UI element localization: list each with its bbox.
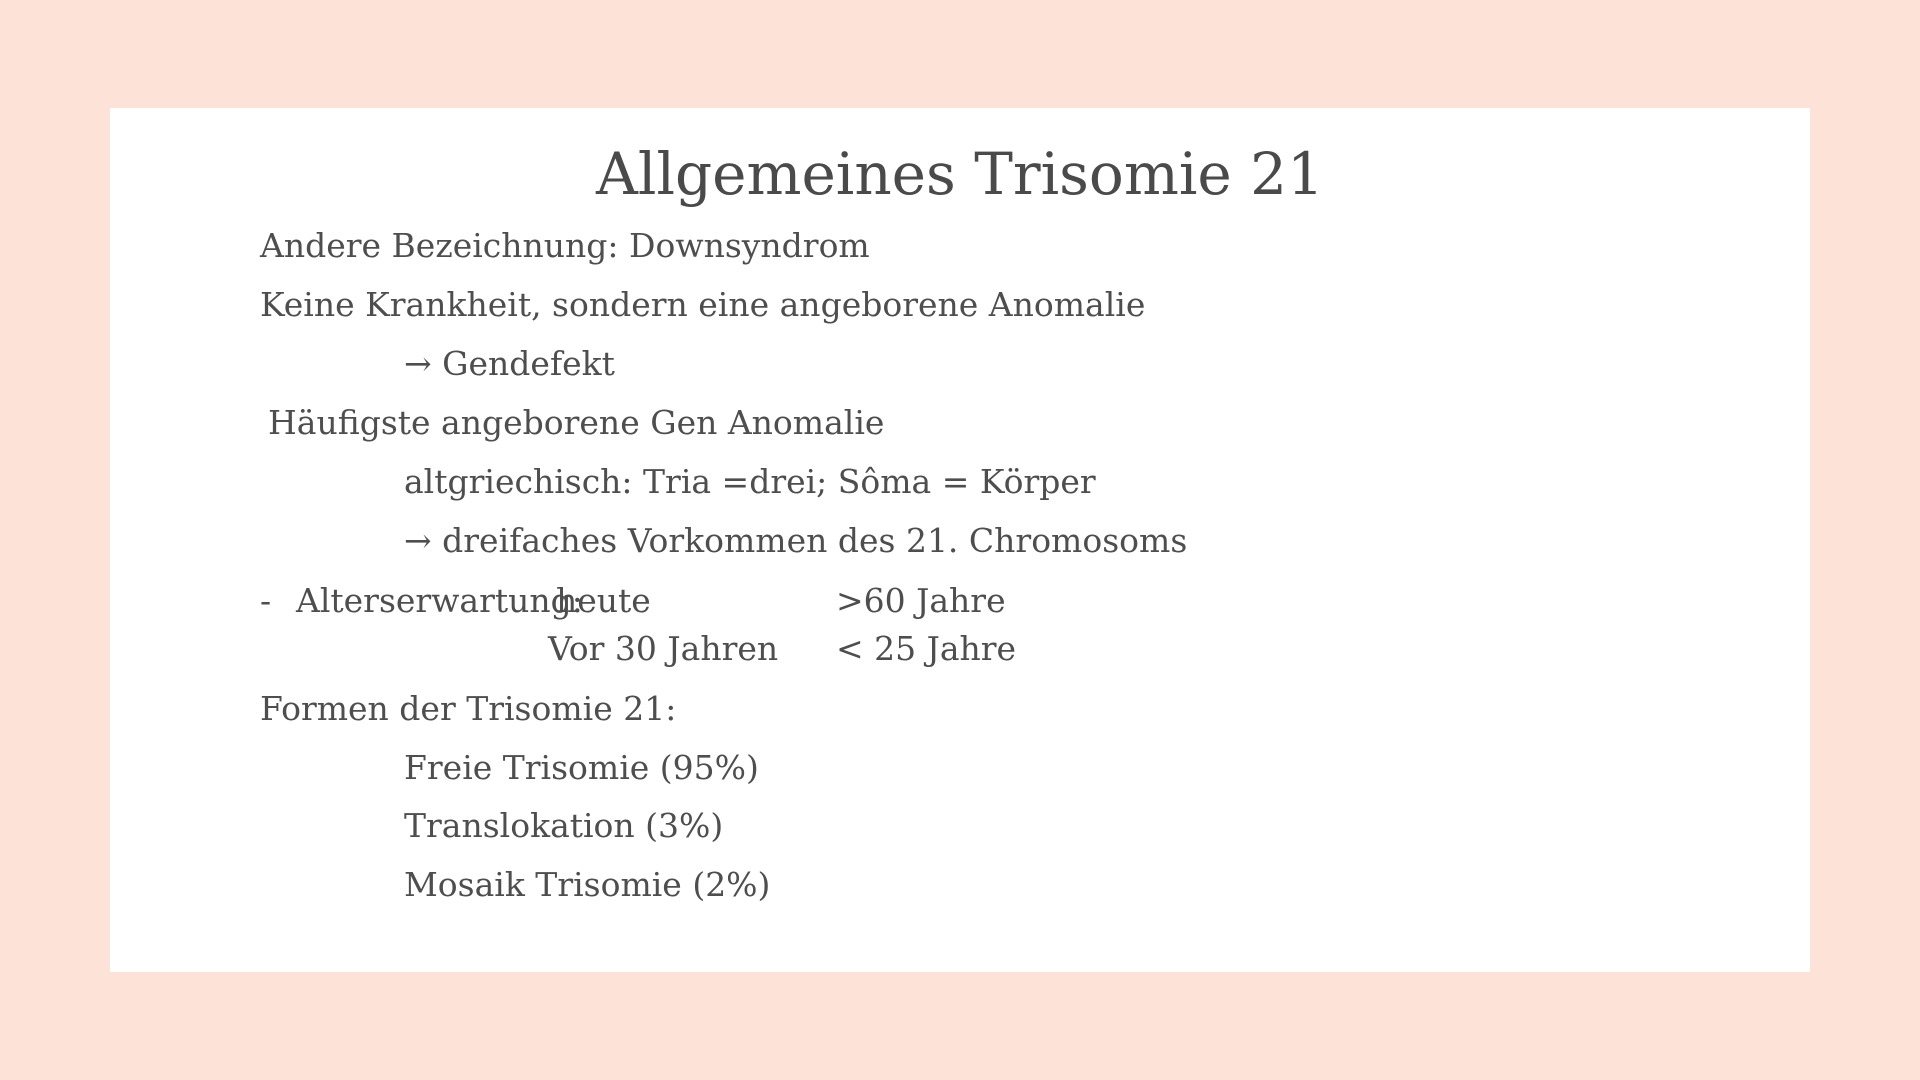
- line-triple-chromosome: → dreifaches Vorkommen des 21. Chromosoms: [404, 521, 1188, 560]
- form-item-free: Freie Trisomie (95%): [404, 748, 759, 787]
- life-expectancy-today-value: >60 Jahre: [836, 581, 1006, 620]
- slide: [110, 108, 1810, 972]
- line-gene-defect: → Gendefekt: [404, 344, 615, 383]
- life-expectancy-label: Alterserwartung:: [296, 581, 583, 620]
- life-expectancy-dash: -: [260, 581, 272, 620]
- life-expectancy-past-value: < 25 Jahre: [836, 629, 1017, 668]
- line-no-disease: Keine Krankheit, sondern eine angeborene Anomalie: [260, 285, 1146, 324]
- line-other-name: Andere Bezeichnung: Downsyndrom: [260, 226, 870, 265]
- life-expectancy-past-label: Vor 30 Jahren: [548, 629, 779, 668]
- line-ancient-greek: altgriechisch: Tria =drei; Sôma = Körper: [404, 462, 1096, 501]
- form-item-translocation: Translokation (3%): [404, 806, 724, 845]
- line-most-common: Häufigste angeborene Gen Anomalie: [268, 403, 885, 442]
- slide-title: Allgemeines Trisomie 21: [596, 140, 1324, 208]
- life-expectancy-today-label: heute: [556, 581, 651, 620]
- forms-heading: Formen der Trisomie 21:: [260, 689, 677, 728]
- form-item-mosaic: Mosaik Trisomie (2%): [404, 865, 771, 904]
